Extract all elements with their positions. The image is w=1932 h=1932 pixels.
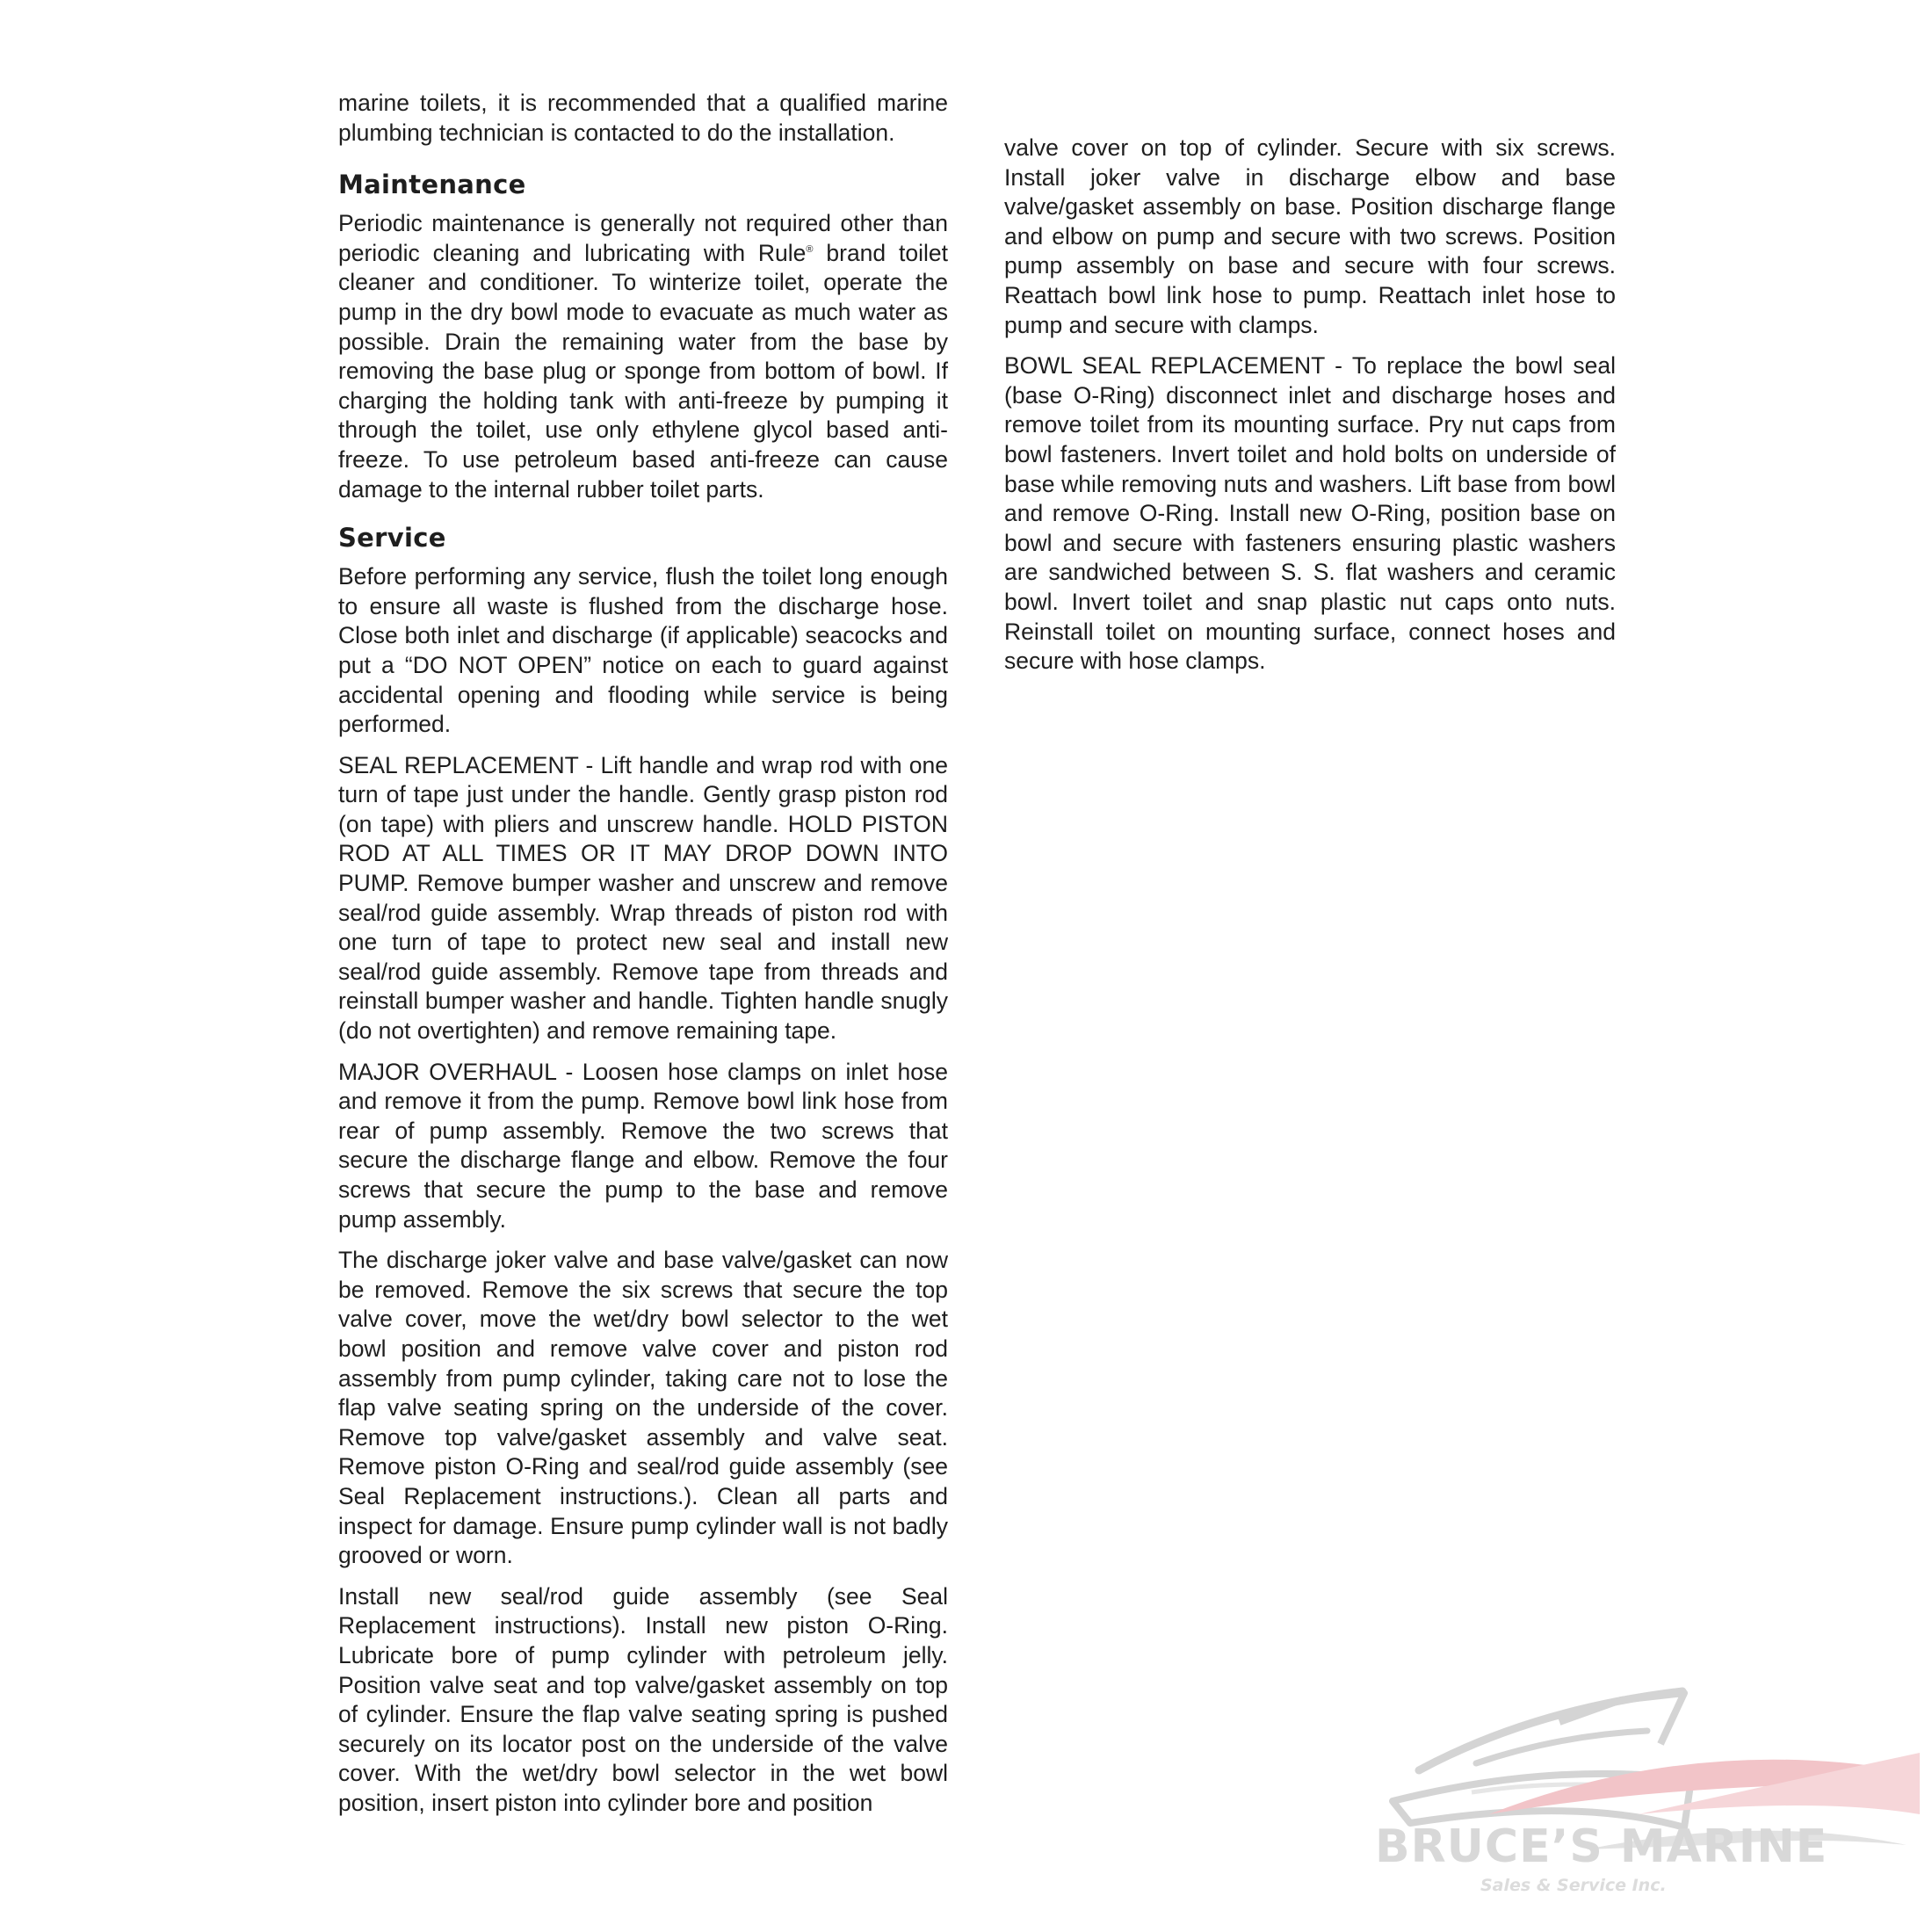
seal-replacement-paragraph: SEAL REPLACEMENT - Lift handle and wrap rod with one turn of tape just under the handle. Gently grasp piston rod (on tape) with pliers and unscrew handle. HOLD PISTON ROD AT ALL TIMES OR IT MAY DROP DOWN INTO PUMP. Remove bumper washer and unscrew and remove seal/rod guide assembly. Wrap threads of piston rod with one turn of tape to protect new seal and install new seal/rod guide assembly. Remove tape from threads and reinstall bumper washer and handle. Tighten handle snugly (do not overtighten) and remove remaining tape. [338,751,948,1045]
bowl-seal-replacement-paragraph: BOWL SEAL REPLACEMENT - To replace the bowl seal (base O-Ring) disconnect inlet and discharge hoses and remove toilet from its mounting surface. Pry nut caps from bowl fasteners. Invert toilet and hold bolts on underside of base while removing nuts and washers. Lift base from bowl and remove O-Ring. Install new O-Ring, position base on bowl and secure with fasteners ensuring plastic washers are sandwiched between S. S. flat washers and ceramic bowl. Invert toilet and snap plastic nut caps onto nuts. Reinstall toilet on mounting surface, connect hoses and secure with hose clamps. [1004,352,1616,675]
continuation-paragraph: valve cover on top of cylinder. Secure with six screws. Install joker valve in discharge elbow and base valve/gasket assembly on base. Position discharge flange and elbow on pump and secure with two screws. Position pump assembly on base and secure with four screws. Reattach bowl link hose to pump. Reattach inlet hose to pump and secure with clamps. [1004,134,1616,338]
service-heading: Service [338,523,446,554]
left-column [338,89,948,1829]
watermark-subtitle: Sales & Service Inc. [1480,1876,1667,1895]
watermark-brand-name: BRUCE’S MARINE [1375,1820,1828,1873]
intro-paragraph: marine toilets, it is recommended that a qualified marine plumbing technician is contacted to do the installation. [338,90,948,146]
maintenance-heading: Maintenance [338,170,526,200]
maintenance-text-start: Periodic maintenance is generally not required other than periodic cleaning and lubricating with Rule [338,210,948,266]
major-overhaul-paragraph: MAJOR OVERHAUL - Loosen hose clamps on inlet hose and remove it from the pump. Remove bowl link hose from rear of pump assembly. Remove the two screws that secure the discharge flange and elbow. Remove the four screws that secure the pump to the base and remove pump assembly. [338,1058,948,1233]
maintenance-paragraph [338,209,948,504]
maintenance-text-end: brand toilet cleaner and conditioner. To winterize toilet, operate the pump in the dry bowl mode to evacuate as much water as possible. Drain the remaining water from the base by removing the base plug or sponge from bottom of bowl. If charging the holding tank with anti-freeze by pumping it through the toilet, use only ethylene glycol based anti-freeze. To use petroleum based anti-freeze can cause damage to the internal rubber toilet parts. [338,239,948,503]
install-new-paragraph: Install new seal/rod guide assembly (see Seal Replacement instructions). Install new piston O-Ring. Lubricate bore of pump cylinder with petroleum jelly. Position valve seat and top valve/gasket assembly on top of cylinder. Ensure the flap valve seating spring is pushed securely on its locator post on the underside of the valve cover. With the wet/dry bowl selector in the wet bowl position, insert piston into cylinder bore and position [338,1582,948,1816]
brand-watermark [1357,1682,1920,1902]
registered-mark: ® [806,243,814,255]
joker-valve-paragraph: The discharge joker valve and base valve/gasket can now be removed. Remove the six screws that secure the top valve cover, move the wet/dry bowl selector to the wet bowl position and remove valve cover and piston rod assembly from pump cylinder, taking care not to lose the flap valve seating spring on the underside of the cover. Remove top valve/gasket assembly and valve seat. Remove piston O-Ring and seal/rod guide assembly (see Seal Replacement instructions.). Clean all parts and inspect for damage. Ensure pump cylinder wall is not badly grooved or worn. [338,1247,948,1569]
service-intro-paragraph: Before performing any service, flush the toilet long enough to ensure all waste is flushed from the discharge hose. Close both inlet and discharge (if applicable) seacocks and put a “DO NOT OPEN” notice on each to guard against accidental opening and flooding while service is being performed. [338,563,948,738]
right-column [1004,134,1616,688]
